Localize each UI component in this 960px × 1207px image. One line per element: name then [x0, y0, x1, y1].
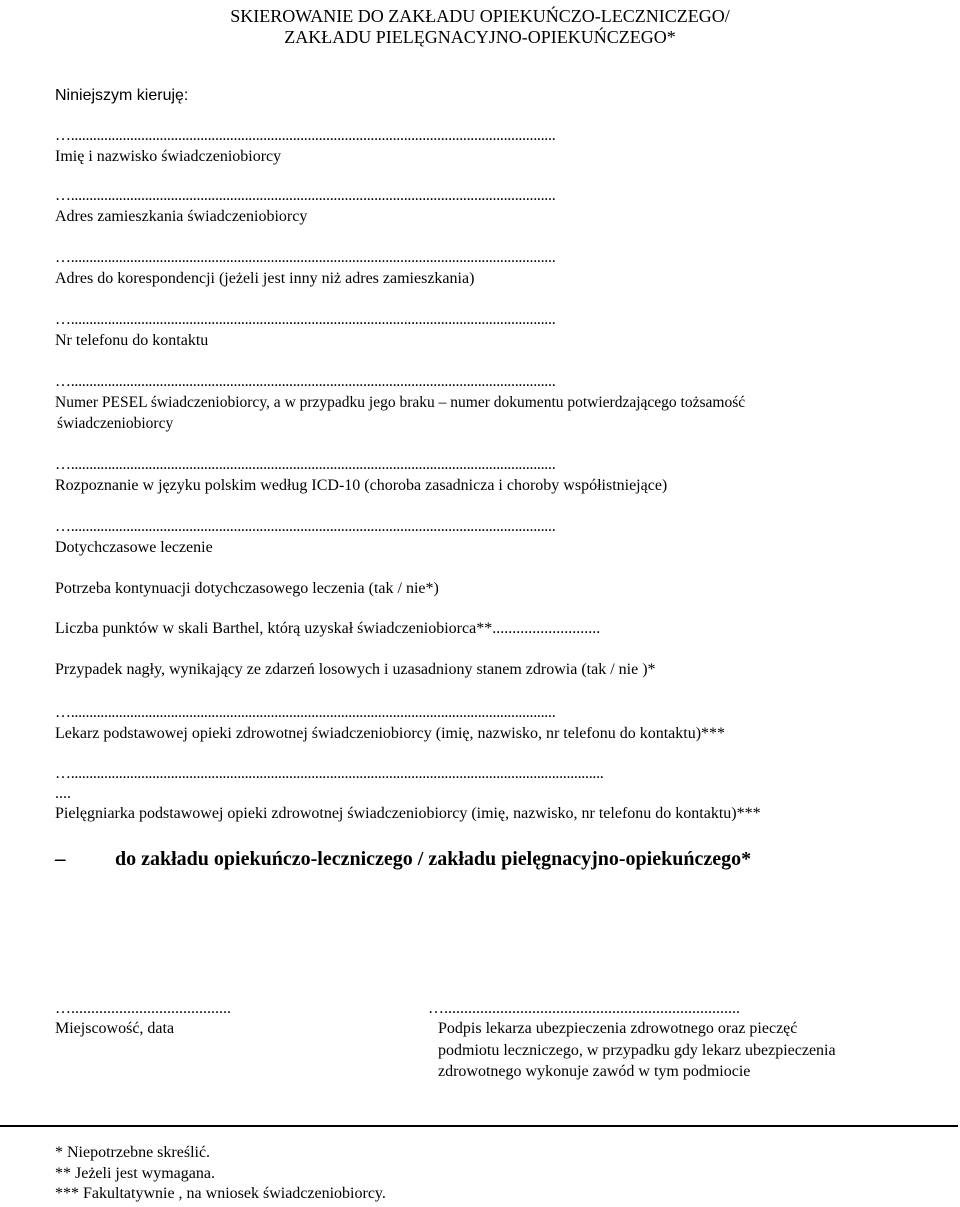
destination-dash: –	[55, 846, 66, 870]
emergency-field[interactable]: Przypadek nagły, wynikający ze zdarzeń losowych i uzasadniony stanem zdrowia (tak / nie )*	[55, 661, 656, 678]
pesel-dotted-line[interactable]: …...................................................................................................................................	[55, 373, 556, 390]
doctor-label: Lekarz podstawowej opieki zdrowotnej świadczeniobiorcy (imię, nazwisko, nr telefonu do kontaktu)***	[55, 725, 726, 742]
doctor-dotted-line[interactable]: …...................................................................................................................................	[55, 704, 556, 721]
barthel-field[interactable]: Liczba punktów w skali Barthel, którą uzyskał świadczeniobiorca**...........................	[55, 620, 601, 637]
continuation-field[interactable]: Potrzeba kontynuacji dotychczasowego leczenia (tak / nie*)	[55, 580, 439, 597]
destination-text: do zakładu opiekuńczo-leczniczego / zakładu pielęgnacyjno-opiekuńczego*	[115, 848, 752, 870]
address-label: Adres zamieszkania świadczeniobiorcy	[55, 208, 308, 225]
diagnosis-label: Rozpoznanie w języku polskim według ICD-10 (choroba zasadnicza i choroby współistniejące)	[55, 477, 668, 494]
form-title-line1: SKIEROWANIE DO ZAKŁADU OPIEKUŃCZO-LECZNICZEGO/	[230, 6, 730, 26]
pesel-label-continued: świadczeniobiorcy	[57, 415, 174, 432]
nurse-dotted-line[interactable]: …................................................................................................................................................	[55, 765, 604, 782]
signature-label-line1: Podpis lekarza ubezpieczenia zdrowotnego oraz pieczęć	[438, 1020, 798, 1037]
form-title-line2: ZAKŁADU PIELĘGNACYJNO-OPIEKUŃCZEGO*	[284, 27, 676, 47]
correspondence-label: Adres do korespondencji (jeżeli jest inny niż adres zamieszkania)	[55, 270, 475, 287]
treatment-label: Dotychczasowe leczenie	[55, 539, 213, 556]
footnote-2: ** Jeżeli jest wymagana.	[55, 1165, 215, 1182]
signature-label-line3: zdrowotnego wykonuje zawód w tym podmiocie	[438, 1063, 751, 1080]
pesel-label: Numer PESEL świadczeniobiorcy, a w przypadku jego braku – numer dokumentu potwierdzającego tożsamość	[55, 394, 746, 411]
footnote-3: *** Fakultatywnie , na wniosek świadczeniobiorcy.	[55, 1185, 386, 1202]
signature-label-line2: podmiotu leczniczego, w przypadku gdy lekarz ubezpieczenia	[438, 1042, 836, 1059]
place-date-label: Miejscowość, data	[55, 1020, 175, 1037]
nurse-label: Pielęgniarka podstawowej opieki zdrowotnej świadczeniobiorcy (imię, nazwisko, nr telefonu do kontaktu)***	[55, 805, 761, 822]
nurse-dotted-line-continued[interactable]: ....	[55, 785, 71, 802]
footnote-1: * Niepotrzebne skreślić.	[55, 1144, 211, 1161]
name-dotted-line[interactable]: …...................................................................................................................................	[55, 127, 556, 144]
phone-dotted-line[interactable]: …...................................................................................................................................	[55, 311, 556, 328]
address-dotted-line[interactable]: …...................................................................................................................................	[55, 187, 556, 204]
diagnosis-dotted-line[interactable]: …...................................................................................................................................	[55, 456, 556, 473]
correspondence-dotted-line[interactable]: …...................................................................................................................................	[55, 249, 556, 266]
intro-label: Niniejszym kieruję:	[55, 87, 189, 104]
phone-label: Nr telefonu do kontaktu	[55, 332, 209, 349]
place-date-dotted-line[interactable]: …........................................	[55, 1000, 231, 1017]
name-label: Imię i nazwisko świadczeniobiorcy	[55, 148, 282, 165]
footnote-divider	[0, 1125, 958, 1127]
treatment-dotted-line[interactable]: …...................................................................................................................................	[55, 518, 556, 535]
signature-dotted-line[interactable]: …..........................................................................	[428, 1000, 740, 1017]
